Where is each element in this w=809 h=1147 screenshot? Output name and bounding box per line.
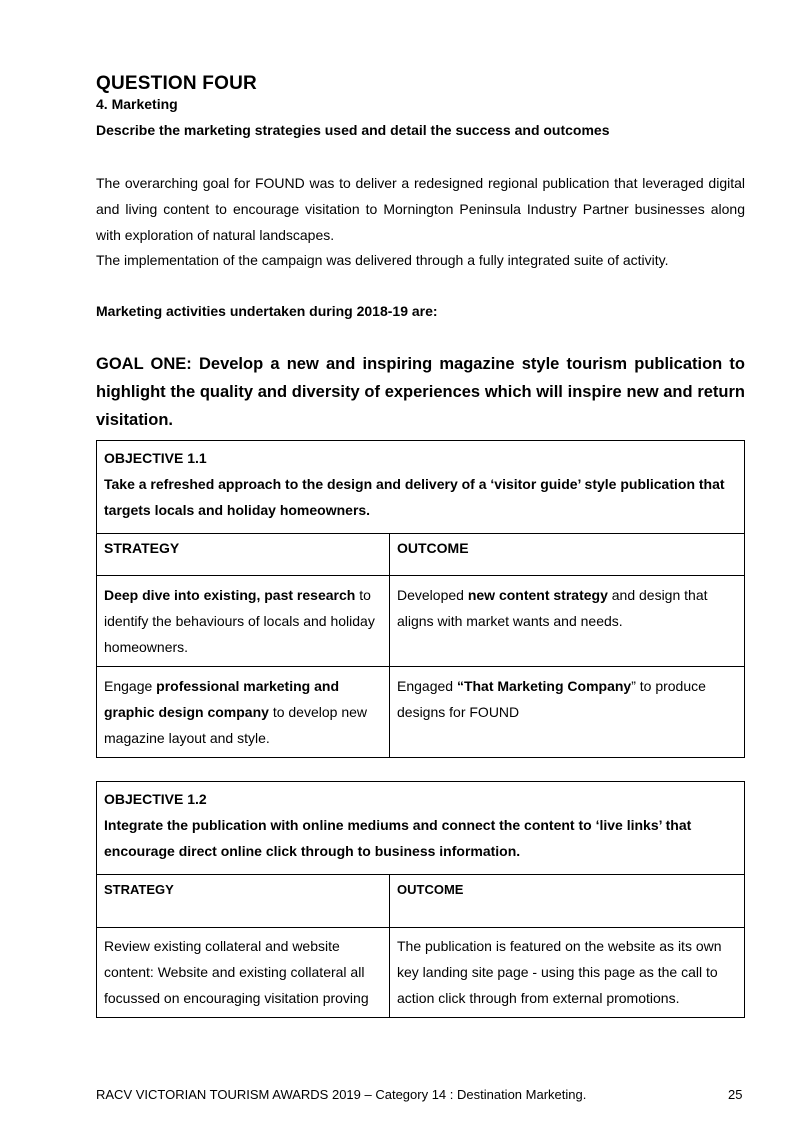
- outcome-cell: [390, 667, 745, 758]
- page-number: 25: [728, 1087, 743, 1102]
- cell-text-run: new content strategy: [467, 587, 608, 603]
- cell-text-run: to identify the behaviours of locals and holiday homeowners.: [104, 587, 375, 655]
- objective-label: OBJECTIVE 1.1: [104, 450, 207, 466]
- strategy-column-header: STRATEGY: [97, 534, 390, 576]
- table-row: [97, 576, 745, 667]
- table-row: [97, 928, 745, 1018]
- question-prompt: Describe the marketing strategies used and detail the success and outcomes: [96, 122, 610, 138]
- outcome-cell: [390, 576, 745, 667]
- objective-header-cell: [97, 782, 745, 875]
- strategy-column-header: STRATEGY: [97, 875, 390, 928]
- objective-label: OBJECTIVE 1.2: [104, 791, 207, 807]
- cell-text-run: Developed: [397, 587, 468, 603]
- strategy-cell: [97, 928, 390, 1018]
- outcome-column-header: OUTCOME: [390, 875, 745, 928]
- goal-heading: GOAL ONE: Develop a new and inspiring magazine style tourism publication to highlight the quality and diversity of experiences which will inspire new and return visitation.: [96, 355, 745, 429]
- cell-text-run: ” to produce designs for FOUND: [397, 678, 706, 720]
- cell-text-run: Engaged: [397, 678, 457, 694]
- cell-text-run: Engage: [104, 678, 157, 694]
- objective-table-1: [96, 440, 745, 758]
- table-row: [97, 667, 745, 758]
- footer-text: RACV VICTORIAN TOURISM AWARDS 2019 – Category 14 : Destination Marketing.: [96, 1087, 587, 1102]
- strategy-cell: [97, 576, 390, 667]
- question-title: QUESTION FOUR: [96, 73, 257, 94]
- section-subtitle: 4. Marketing: [96, 96, 178, 112]
- cell-text-run: professional marketing and graphic design company: [104, 678, 339, 720]
- cell-text-run: Review existing collateral and website content: Website and existing collateral all focussed on encouraging visitation proving: [104, 938, 369, 1006]
- intro-paragraph: The overarching goal for FOUND was to deliver a redesigned regional publication that leveraged digital and living content to encourage visitation to Mornington Peninsula Industry Partner businesses along with exploration of natural landscapes.: [96, 175, 745, 243]
- objective-table-2: [96, 781, 745, 1018]
- cell-text-run: to develop new magazine layout and style.: [104, 704, 368, 746]
- strategy-cell: [97, 667, 390, 758]
- cell-text-run: “That Marketing Company: [456, 678, 632, 694]
- activities-heading: Marketing activities undertaken during 2018-19 are:: [96, 303, 438, 319]
- objective-text: Integrate the publication with online mediums and connect the content to ‘live links’ that encourage direct online click through to business information.: [104, 817, 692, 859]
- objective-text: Take a refreshed approach to the design and delivery of a ‘visitor guide’ style publication that targets locals and holiday homeowners.: [104, 476, 725, 518]
- cell-text-run: The publication is featured on the website as its own key landing site page - using this page as the call to action click through from external promotions.: [397, 938, 722, 1006]
- implementation-paragraph: The implementation of the campaign was delivered through a fully integrated suite of activity.: [96, 252, 669, 268]
- outcome-column-header: OUTCOME: [390, 534, 745, 576]
- cell-text-run: Deep dive into existing, past research: [104, 587, 356, 603]
- objective-header-cell: [97, 441, 745, 534]
- outcome-cell: [390, 928, 745, 1018]
- cell-text-run: and design that aligns with market wants and needs.: [397, 587, 708, 629]
